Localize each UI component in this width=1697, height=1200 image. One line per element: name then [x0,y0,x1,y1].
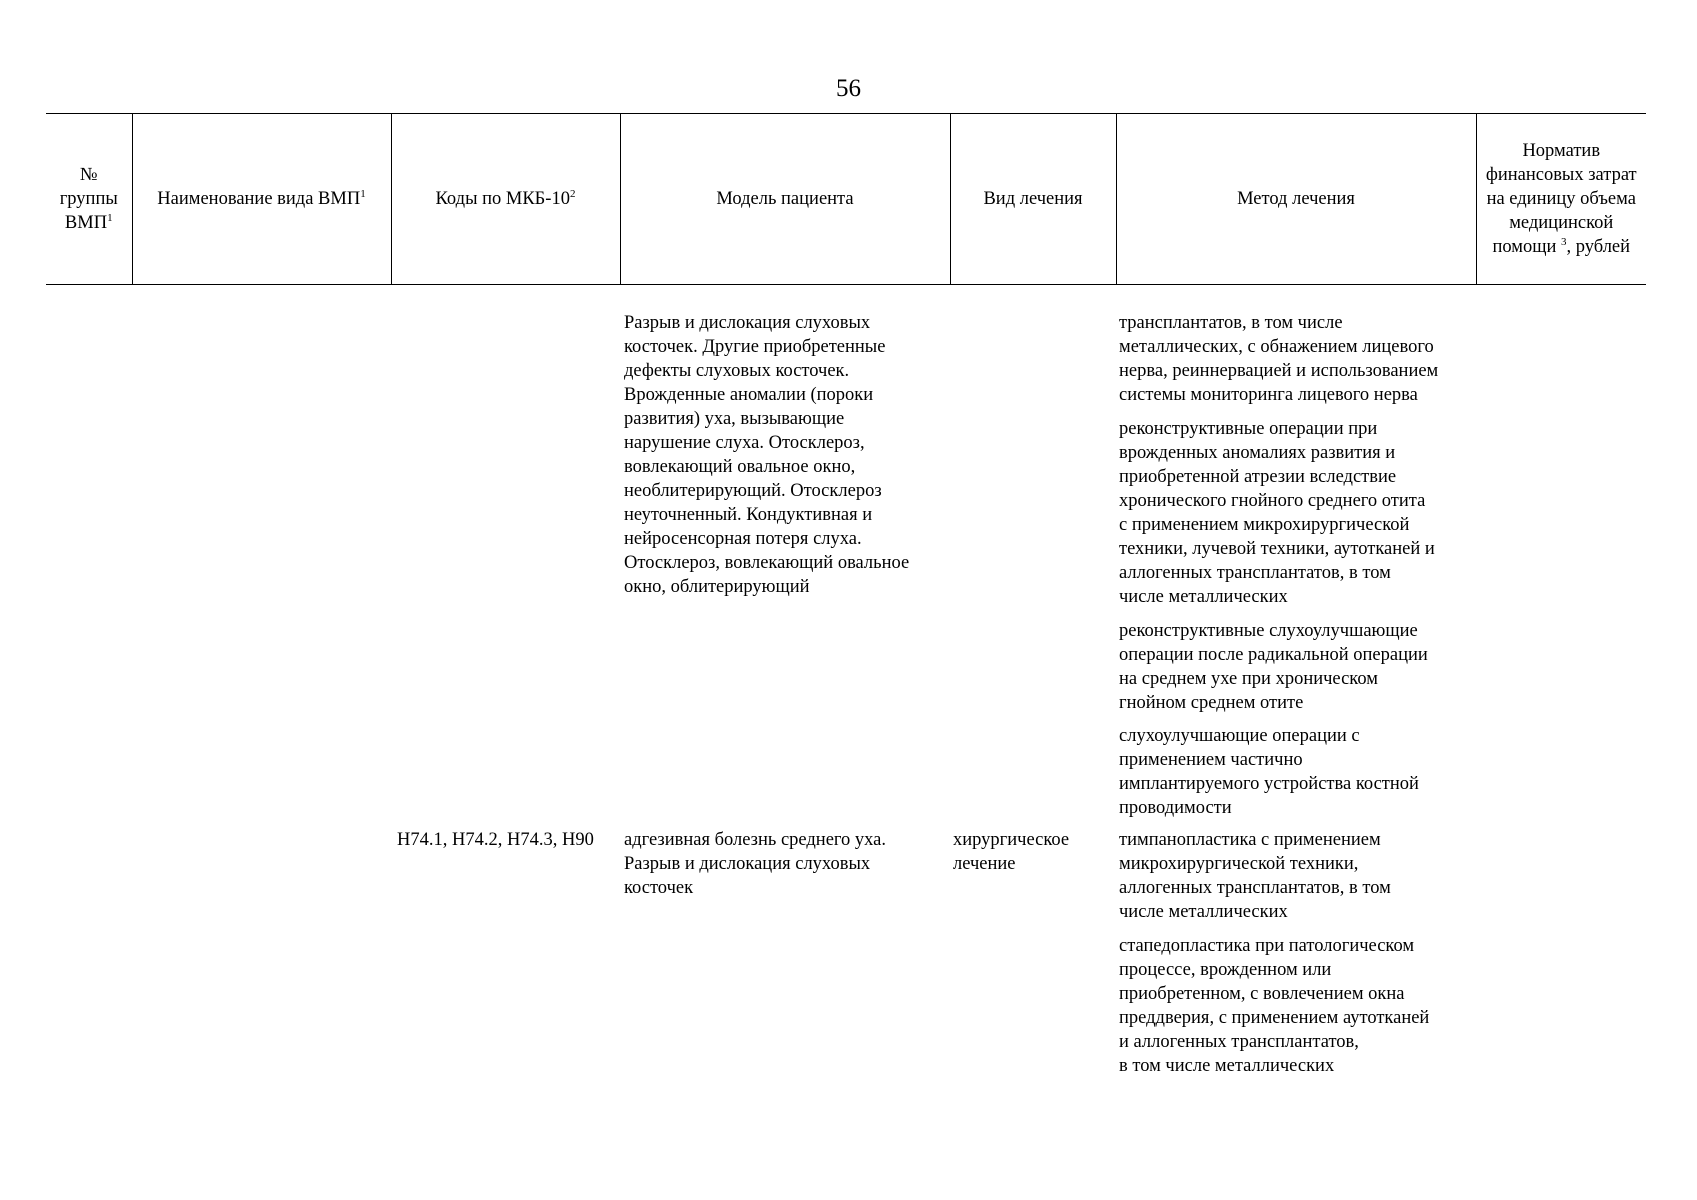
row2-patient-model: адгезивная болезнь среднего уха. Разрыв и дислокация слуховых косточек [624,830,886,898]
footnote-mark: 3 [1560,236,1567,248]
row1-patient-model: Разрыв и дислокация слуховых косточек. Другие приобретенные дефекты слуховых косточек. Врожденные аномалии (пороки развития) уха, вызывающие нарушение слуха. Отосклероз, вовлекающий овальное окно, необлитерирующий. Отосклероз неуточненный. Кондуктивная и нейросенсорная потеря слуха. Отосклероз, вовлекающий овальное окно, облитерирующий [624,313,910,597]
row2-method-1: тимпанопластика с применением микрохирургической техники, аллогенных трансплантатов, в том числе металлических [1119,830,1391,922]
header-group-number [46,114,132,285]
footnote-mark: 1 [107,212,113,224]
header-treatment-type [950,114,1116,285]
header-treatment-method [1116,114,1476,285]
row1-method-1: трансплантатов, в том числе металлических, с обнажением лицевого нерва, реиннервацией и использованием системы мониторинга лицевого нерва [1119,313,1439,405]
header-cost-norm-label: Норматив финансовых затрат на единицу объема медицинской помощи [1485,141,1637,257]
row1-method-2: реконструктивные операции при врожденных аномалиях развития и приобретенной атрезии вследствие хронического гнойного среднего отита с применением микрохирургической техники, лучевой техники, аутотканей и аллогенных трансплантатов, в том числе металлических [1119,419,1435,607]
header-icd-codes-label: Коды по МКБ-10 [435,189,570,209]
header-treatment-type-label: Вид лечения [983,189,1083,209]
row2-method-2: стапедопластика при патологическом процессе, врожденном или приобретенном, с вовлечением окна преддверия, с применением аутотканей и аллогенных трансплантатов, в том числе металлических [1119,936,1430,1076]
footnote-mark: 1 [360,188,366,200]
page-number: 56 [836,75,861,102]
header-patient-model [620,114,950,285]
footnote-mark: 2 [569,188,576,200]
header-vmp-name-label: Наименование вида ВМП [157,189,361,209]
row2-treatment-type: хирургическое лечение [953,830,1070,874]
header-treatment-method-label: Метод лечения [1237,189,1355,209]
row1-method-3: реконструктивные слухоулучшающие операции после радикальной операции на среднем ухе при хроническом гнойном среднем отите [1119,621,1428,713]
table-header [46,113,1646,285]
header-patient-model-label: Модель пациента [716,189,854,209]
header-group-number-label: № группы ВМП [59,165,118,233]
header-cost-norm-unit: , рублей [1566,237,1631,257]
row2-icd-codes: H74.1, H74.2, H74.3, H90 [397,830,594,850]
header-cost-norm [1476,114,1646,285]
header-icd-codes [391,114,620,285]
row1-method-4: слухоулучшающие операции с применением частично имплантируемого устройства костной проводимости [1119,726,1419,818]
header-vmp-name [132,114,391,285]
